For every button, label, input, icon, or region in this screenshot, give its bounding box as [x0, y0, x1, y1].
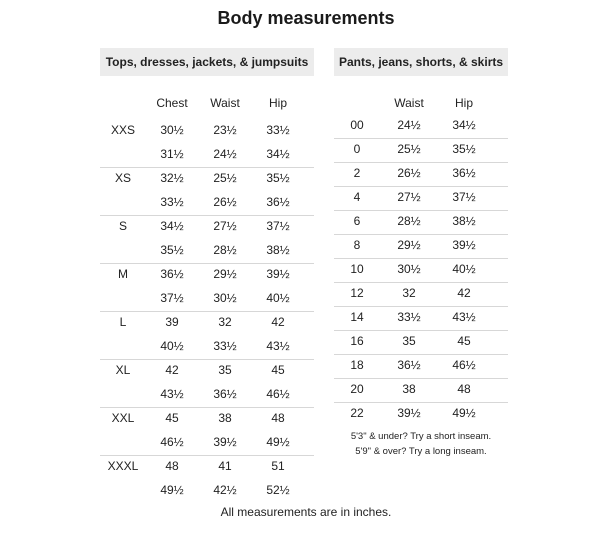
- waist-value: 32: [402, 286, 416, 300]
- hip-value: 43½: [266, 339, 290, 353]
- size-group: [100, 263, 314, 312]
- size-label: 18: [350, 358, 364, 372]
- hip-value: 35½: [452, 142, 476, 156]
- size-row: [334, 378, 508, 403]
- waist-value: 33½: [213, 339, 237, 353]
- size-label: 0: [353, 142, 361, 156]
- size-label: 2: [353, 166, 361, 180]
- waist-value: 41: [218, 459, 232, 473]
- size-group: [100, 167, 314, 216]
- hip-value: 48: [271, 411, 285, 425]
- waist-value: 36½: [397, 358, 421, 372]
- hip-value: 48: [457, 382, 471, 396]
- size-label: S: [118, 219, 127, 233]
- waist-value: 33½: [397, 310, 421, 324]
- size-label: L: [119, 315, 127, 329]
- chest-value: 43½: [160, 387, 184, 401]
- hip-value: 43½: [452, 310, 476, 324]
- chest-value: 35½: [160, 243, 184, 257]
- waist-value: 25½: [213, 171, 237, 185]
- size-row: [334, 162, 508, 187]
- chest-value: 36½: [160, 267, 184, 281]
- size-row: [334, 306, 508, 331]
- size-row: [334, 258, 508, 283]
- waist-value: 30½: [213, 291, 237, 305]
- waist-value: 25½: [397, 142, 421, 156]
- size-group: [100, 359, 314, 408]
- chest-value: 42: [165, 363, 179, 377]
- chest-value: 39: [165, 315, 179, 329]
- column-header-waist: Waist: [210, 96, 240, 110]
- hip-value: 40½: [266, 291, 290, 305]
- short-inseam-note: 5'3" & under? Try a short inseam.: [350, 431, 492, 442]
- size-label: XXXL: [107, 459, 139, 473]
- size-label: XXL: [111, 411, 135, 425]
- size-label: 12: [350, 286, 364, 300]
- size-row: [334, 210, 508, 235]
- chest-value: 49½: [160, 483, 184, 497]
- size-row: [334, 330, 508, 355]
- chest-value: 33½: [160, 195, 184, 209]
- pants-column-headers: [334, 96, 508, 110]
- inseam-notes: [334, 429, 508, 459]
- size-group: [100, 311, 314, 360]
- size-row: [334, 402, 508, 426]
- chest-value: 45: [165, 411, 179, 425]
- size-label: 10: [350, 262, 364, 276]
- hip-value: 49½: [452, 406, 476, 420]
- size-label: 22: [350, 406, 364, 420]
- size-label: XS: [114, 171, 131, 185]
- hip-value: 42: [271, 315, 285, 329]
- tops-size-table: [100, 48, 314, 497]
- hip-value: 33½: [266, 123, 290, 137]
- hip-value: 37½: [452, 190, 476, 204]
- waist-value: 26½: [213, 195, 237, 209]
- chest-value: 46½: [160, 435, 184, 449]
- hip-value: 52½: [266, 483, 290, 497]
- size-label: 00: [350, 118, 364, 132]
- hip-value: 39½: [452, 238, 476, 252]
- waist-value: 30½: [397, 262, 421, 276]
- waist-value: 28½: [213, 243, 237, 257]
- waist-value: 24½: [213, 147, 237, 161]
- tops-table-heading: Tops, dresses, jackets, & jumpsuits: [100, 48, 314, 76]
- waist-value: 39½: [213, 435, 237, 449]
- size-row: [334, 186, 508, 211]
- column-header-hip: Hip: [268, 96, 287, 110]
- tops-column-headers: [100, 96, 314, 110]
- chest-value: 48: [165, 459, 179, 473]
- hip-value: 46½: [266, 387, 290, 401]
- size-label: 8: [353, 238, 361, 252]
- pants-table-heading: Pants, jeans, shorts, & skirts: [334, 48, 508, 76]
- page-title: Body measurements: [217, 8, 395, 28]
- waist-value: 27½: [397, 190, 421, 204]
- size-label: 20: [350, 382, 364, 396]
- waist-value: 29½: [213, 267, 237, 281]
- hip-value: 45: [457, 334, 471, 348]
- chest-value: 40½: [160, 339, 184, 353]
- size-group: [100, 455, 314, 503]
- size-group: [100, 407, 314, 456]
- size-row: [334, 138, 508, 163]
- waist-value: 27½: [213, 219, 237, 233]
- size-row: [334, 234, 508, 259]
- hip-value: 51: [271, 459, 285, 473]
- waist-value: 35: [402, 334, 416, 348]
- hip-value: 38½: [452, 214, 476, 228]
- size-label: 16: [350, 334, 364, 348]
- size-label: 4: [353, 190, 361, 204]
- hip-value: 38½: [266, 243, 290, 257]
- chest-value: 34½: [160, 219, 184, 233]
- size-label: 6: [353, 214, 361, 228]
- waist-value: 28½: [397, 214, 421, 228]
- size-label: XL: [115, 363, 131, 377]
- column-header-hip: Hip: [454, 96, 473, 110]
- hip-value: 35½: [266, 171, 290, 185]
- waist-value: 38: [218, 411, 232, 425]
- waist-value: 39½: [397, 406, 421, 420]
- chest-value: 31½: [160, 147, 184, 161]
- long-inseam-note: 5'9" & over? Try a long inseam.: [355, 446, 487, 457]
- hip-value: 34½: [266, 147, 290, 161]
- chest-value: 32½: [160, 171, 184, 185]
- column-header-chest: Chest: [156, 96, 188, 110]
- hip-value: 42: [457, 286, 471, 300]
- size-label: 14: [350, 310, 364, 324]
- hip-value: 36½: [452, 166, 476, 180]
- size-label: M: [118, 267, 128, 281]
- size-label: XXS: [110, 123, 135, 137]
- waist-value: 23½: [213, 123, 237, 137]
- waist-value: 42½: [213, 483, 237, 497]
- chest-value: 30½: [160, 123, 184, 137]
- column-header-waist: Waist: [394, 96, 424, 110]
- size-group: [100, 215, 314, 264]
- hip-value: 37½: [266, 219, 290, 233]
- waist-value: 24½: [397, 118, 421, 132]
- hip-value: 40½: [452, 262, 476, 276]
- size-group: [100, 119, 314, 168]
- pants-size-table: [334, 48, 508, 457]
- hip-value: 36½: [266, 195, 290, 209]
- waist-value: 35: [218, 363, 232, 377]
- measurement-unit-note: All measurements are in inches.: [220, 505, 392, 519]
- hip-value: 45: [271, 363, 285, 377]
- hip-value: 49½: [266, 435, 290, 449]
- chest-value: 37½: [160, 291, 184, 305]
- hip-value: 34½: [452, 118, 476, 132]
- size-row: [334, 282, 508, 307]
- hip-value: 39½: [266, 267, 290, 281]
- size-row: [334, 114, 508, 139]
- waist-value: 32: [218, 315, 232, 329]
- waist-value: 29½: [397, 238, 421, 252]
- waist-value: 36½: [213, 387, 237, 401]
- waist-value: 38: [402, 382, 416, 396]
- hip-value: 46½: [452, 358, 476, 372]
- size-row: [334, 354, 508, 379]
- waist-value: 26½: [397, 166, 421, 180]
